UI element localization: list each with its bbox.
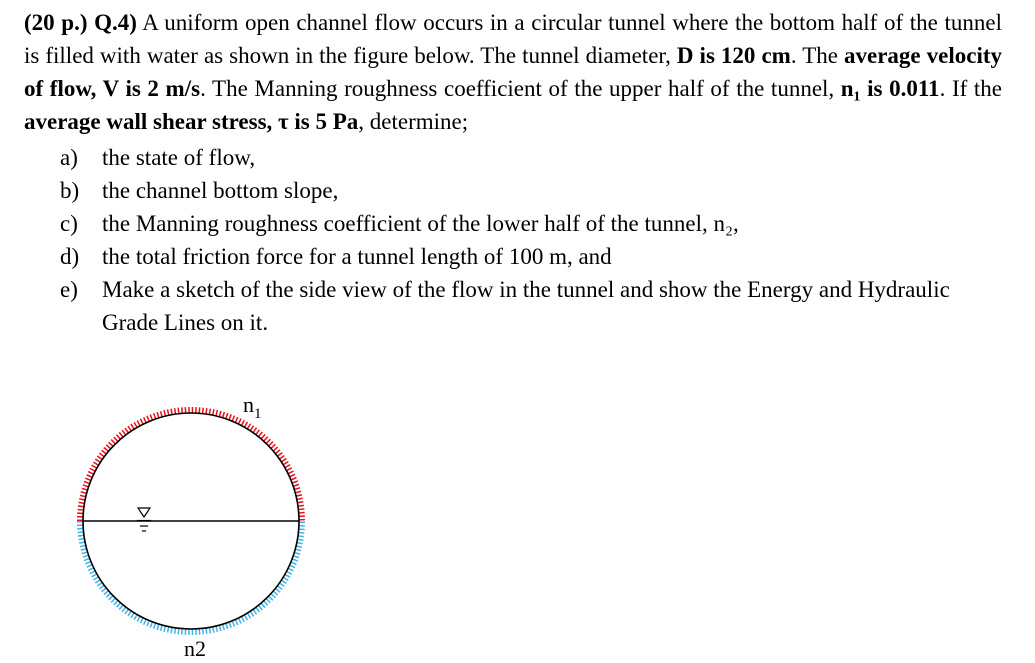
question-text-2: . The [790,43,844,68]
part-a-marker: a) [60,145,78,170]
part-e-text: Make a sketch of the side view of the flow in the tunnel and show the Energy and Hydraulic Grade Lines on it. [102,277,950,335]
part-b-text: the channel bottom slope, [102,178,339,203]
upper-wall-roughness [80,410,302,521]
n2-label: n2 [184,636,206,661]
part-a [60,141,960,174]
question-text-4: . If the [939,76,1002,101]
question-heading: (20 p.) Q.4) [24,10,137,35]
part-e [60,273,960,339]
part-d-text: the total friction force for a tunnel length of 100 m, and [102,244,612,269]
part-c-marker: c) [60,211,78,236]
wall-shear-stress: average wall shear stress, τ is 5 Pa [24,109,359,134]
question-text-3: . The Manning roughness coefficient of the upper half of the tunnel, [200,76,841,101]
tunnel-cross-section-figure [0,380,340,663]
average-velocity: average velocity of flow, V is 2 m/s [24,43,1002,101]
question-text [24,6,1002,138]
lower-wall-roughness [80,521,302,632]
water-surface-symbol [137,508,151,531]
part-c [60,207,960,240]
part-a-text: the state of flow, [102,145,256,170]
question-text-5: , determine; [358,109,469,134]
n1-label: $n_1$ [243,392,262,422]
part-c-text: the Manning roughness coefficient of the lower half of the tunnel, n₂, [102,211,739,236]
part-e-marker: e) [60,277,78,302]
manning-n1: n₁ is 0.011 [840,76,940,101]
part-b [60,174,960,207]
part-d [60,240,960,273]
part-d-marker: d) [60,244,80,269]
question-parts [60,141,960,339]
question-text-1: A uniform open channel flow occurs in a circular tunnel where the bottom half of the tunnel is filled with water as shown in the figure below. The tunnel diameter, [24,10,1002,68]
part-b-marker: b) [60,178,80,203]
tunnel-diameter: D is 120 cm [676,43,791,68]
